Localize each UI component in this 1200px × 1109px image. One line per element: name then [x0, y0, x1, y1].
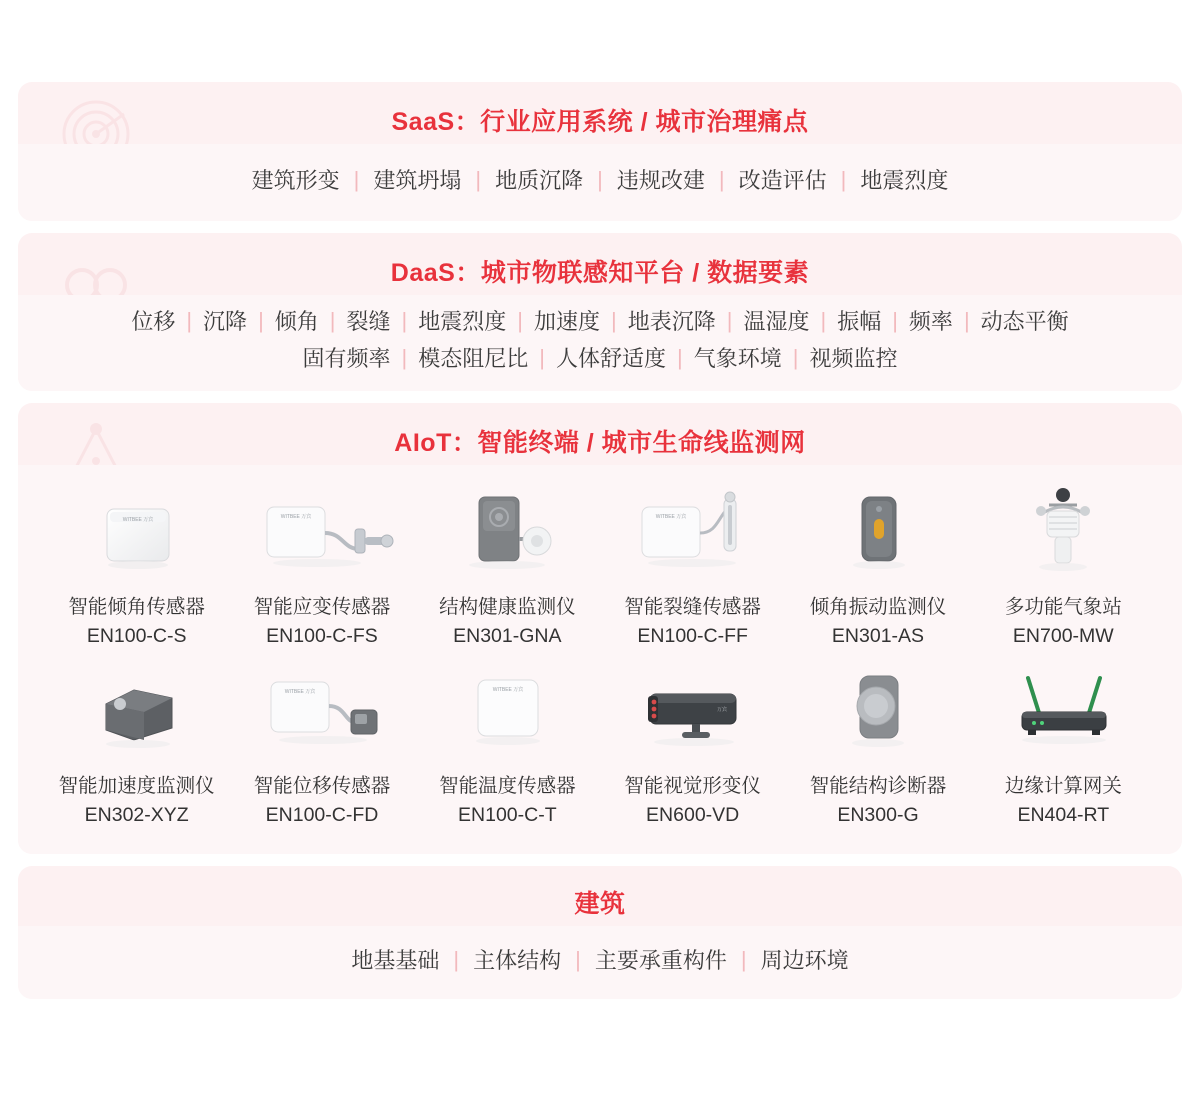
svg-text:WITBEE 万宾: WITBEE 万宾: [493, 686, 524, 693]
daas-tag: 倾角: [274, 309, 319, 334]
device-model: EN300-G: [837, 803, 919, 826]
tag-separator: |: [820, 307, 827, 333]
building-body: [18, 926, 1182, 999]
device-model: EN100-C-T: [458, 803, 557, 826]
panel-plain-art: [44, 479, 229, 591]
upright-dome-art: [415, 479, 600, 591]
aiot-title-main: 智能终端 / 城市生命线监测网: [477, 429, 806, 457]
device-grid: [18, 465, 1182, 854]
device-card[interactable]: [785, 658, 970, 831]
device-card[interactable]: [971, 658, 1156, 831]
tag-separator: |: [575, 946, 581, 972]
building-tag-row: [18, 926, 1182, 999]
device-name: 智能倾角传感器: [68, 596, 205, 618]
tag-separator: |: [539, 344, 545, 370]
device-name: 智能视觉形变仪: [624, 774, 761, 797]
building-tag: 主要承重构件: [594, 948, 727, 973]
dark-cube-art: [44, 658, 229, 770]
tag-separator: |: [892, 307, 898, 333]
daas-tag: 沉降: [203, 309, 248, 334]
device-model: EN100-C-S: [86, 625, 187, 648]
device-card[interactable]: [229, 658, 414, 831]
building-tag: 地基基础: [351, 948, 440, 973]
daas-band: [18, 233, 1182, 391]
daas-tag: 人体舒适度: [555, 346, 666, 371]
round-dial-art: [785, 658, 970, 770]
saas-tag-row: [18, 144, 1182, 221]
saas-tag: 地质沉降: [495, 168, 584, 193]
tag-separator: |: [792, 344, 799, 370]
saas-tag: 建筑形变: [251, 168, 340, 193]
saas-tag: 建筑坍塌: [373, 168, 462, 193]
device-card[interactable]: [600, 479, 785, 652]
device-name: 多功能气象站: [1004, 596, 1122, 618]
daas-tag: 地震烈度: [418, 309, 507, 334]
tag-separator: |: [740, 946, 747, 972]
gateway-antennas-art: [971, 658, 1156, 770]
saas-title: [18, 82, 1182, 144]
daas-tag: 动态平衡: [980, 309, 1069, 334]
tag-separator: |: [718, 166, 725, 192]
device-model: EN100-C-FS: [266, 625, 378, 648]
tag-separator: |: [475, 166, 482, 192]
device-model: EN301-GNA: [453, 625, 562, 648]
device-card[interactable]: [971, 479, 1156, 652]
device-card[interactable]: [415, 658, 600, 831]
daas-tag: 加速度: [533, 309, 600, 334]
device-model: EN301-AS: [831, 625, 925, 648]
svg-text:WITBEE 万宾: WITBEE 万宾: [280, 514, 312, 520]
svg-text:WITBEE 万宾: WITBEE 万宾: [655, 514, 686, 520]
daas-title-prefix: DaaS：: [390, 259, 481, 287]
grey-block-amber-art: [785, 479, 970, 591]
daas-title: [18, 233, 1182, 295]
building-tag: 主体结构: [473, 948, 562, 973]
tag-separator: |: [611, 307, 617, 333]
daas-tag: 振幅: [837, 309, 882, 334]
aiot-title-prefix: AIoT：: [394, 429, 478, 457]
tag-separator: |: [329, 307, 336, 333]
bullet-camera-art: [600, 658, 785, 770]
daas-tag: 频率: [908, 309, 953, 334]
svg-text:WITBEE 万宾: WITBEE 万宾: [122, 517, 153, 523]
daas-tag: 地表沉降: [627, 309, 716, 334]
device-name: 智能加速度监测仪: [58, 774, 215, 797]
device-model: EN302-XYZ: [84, 803, 189, 826]
tag-separator: |: [597, 166, 603, 192]
building-tag: 周边环境: [760, 948, 849, 973]
device-model: EN700-MW: [1012, 625, 1114, 648]
device-card[interactable]: [415, 479, 600, 652]
svg-text:万宾: 万宾: [716, 706, 727, 713]
device-name: 智能位移传感器: [253, 774, 391, 797]
daas-tag: 固有频率: [302, 346, 391, 371]
daas-title-main: 城市物联感知平台 / 数据要素: [480, 259, 810, 287]
device-card[interactable]: [44, 658, 229, 831]
daas-tag: 视频监控: [809, 346, 898, 371]
panel-cable-box-art: [229, 658, 414, 770]
device-name: 结构健康监测仪: [439, 596, 576, 618]
aiot-body: [18, 465, 1182, 854]
device-card[interactable]: [600, 658, 785, 831]
device-model: EN600-VD: [646, 803, 740, 826]
device-name: 倾角振动监测仪: [809, 596, 947, 618]
building-band: [18, 866, 1182, 999]
device-name: 边缘计算网关: [1004, 774, 1122, 797]
tag-separator: |: [453, 946, 460, 972]
building-title: [18, 866, 1182, 926]
daas-tag: 模态阻尼比: [418, 346, 529, 371]
weather-station-art: [971, 479, 1156, 591]
device-name: 智能应变传感器: [253, 596, 391, 618]
saas-title-prefix: SaaS：: [391, 108, 481, 136]
tag-separator: |: [186, 307, 193, 333]
tag-separator: |: [517, 307, 523, 333]
daas-body: [18, 295, 1182, 391]
device-model: EN404-RT: [1017, 803, 1110, 826]
device-name: 智能温度传感器: [439, 774, 576, 797]
tag-separator: |: [353, 166, 360, 192]
svg-text:WITBEE 万宾: WITBEE 万宾: [284, 688, 316, 695]
daas-tag-row-1: [18, 295, 1182, 342]
daas-tag: 温湿度: [743, 309, 810, 334]
saas-band: [18, 82, 1182, 221]
saas-tag: 地震烈度: [860, 168, 949, 193]
panel-probe-art: [600, 479, 785, 591]
saas-body: [18, 144, 1182, 221]
saas-title-main: 行业应用系统 / 城市治理痛点: [480, 108, 809, 136]
tag-separator: |: [401, 344, 408, 370]
aiot-title: [18, 403, 1182, 465]
tag-separator: |: [258, 307, 264, 333]
device-card[interactable]: [229, 479, 414, 652]
daas-tag-row-2: [18, 342, 1182, 391]
tag-separator: |: [726, 307, 733, 333]
building-title-main: 建筑: [574, 890, 626, 918]
panel-plain2-art: [415, 658, 600, 770]
tag-separator: |: [677, 344, 683, 370]
tag-separator: |: [840, 166, 847, 192]
device-name: 智能结构诊断器: [809, 774, 947, 797]
aiot-band: [18, 403, 1182, 854]
tag-separator: |: [963, 307, 970, 333]
daas-tag: 气象环境: [693, 346, 782, 371]
panel-arm-art: [229, 479, 414, 591]
device-card[interactable]: [44, 479, 229, 652]
daas-tag: 裂缝: [346, 309, 391, 334]
device-model: EN100-C-FD: [265, 803, 379, 826]
device-card[interactable]: [785, 479, 970, 652]
tag-separator: |: [401, 307, 408, 333]
saas-tag: 违规改建: [616, 168, 705, 193]
device-model: EN100-C-FF: [637, 625, 748, 648]
saas-tag: 改造评估: [738, 168, 827, 193]
daas-tag: 位移: [131, 309, 176, 334]
device-name: 智能裂缝传感器: [624, 596, 761, 618]
